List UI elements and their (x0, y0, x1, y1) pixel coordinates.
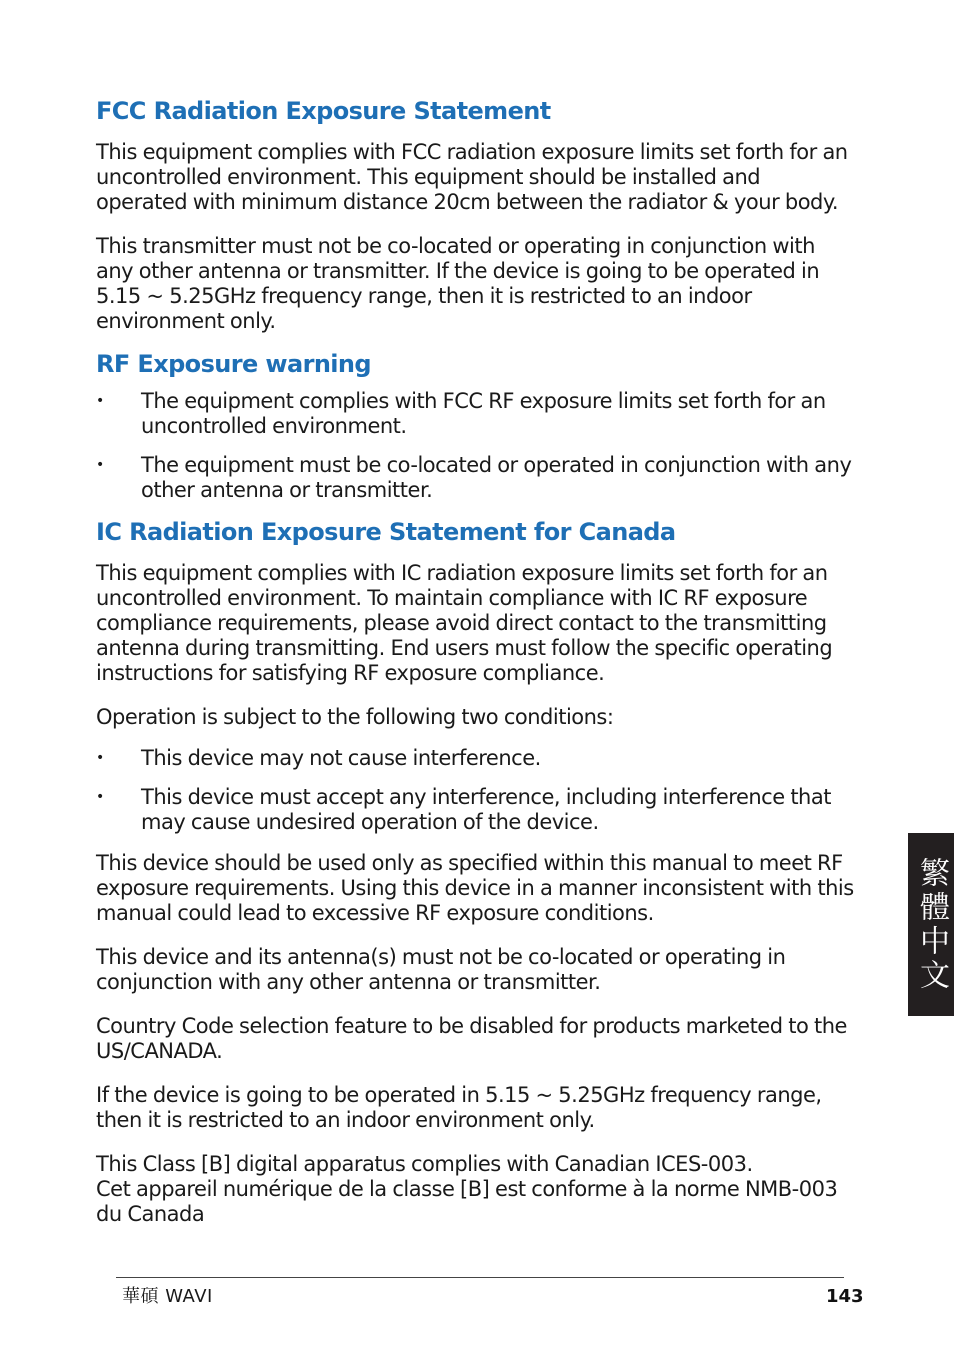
page-number: 143 (826, 1286, 864, 1307)
rf-bullet-2-text: The equipment must be co-located or operated in conjunction with any other antenna or transmitter. (141, 453, 852, 502)
language-side-tab (908, 833, 954, 1016)
footer-product: 華碩 WAVI (122, 1286, 213, 1307)
fcc-heading: FCC Radiation Exposure Statement (96, 97, 551, 125)
bullet-marker: • (96, 789, 104, 805)
ic-bullet-2-text: This device must accept any interference, including interference that may cause undesired operation of the device. (141, 785, 831, 834)
rf-bullet-2 (96, 453, 856, 503)
ic-paragraph-1: This equipment complies with IC radiation exposure limits set forth for an uncontrolled environment. To maintain compliance with IC RF exposure compliance requirements, please avoid direct contact to the transmitting antenna during transmitting. End users must follow the specific operating instructions for satisfying RF exposure compliance. (96, 561, 833, 685)
ic-bullet-1-text: This device may not cause interference. (141, 746, 541, 770)
bullet-marker: • (96, 750, 104, 766)
footer-divider (116, 1277, 844, 1278)
ic-paragraph-2: Operation is subject to the following two conditions: (96, 705, 614, 729)
fcc-paragraph-1: This equipment complies with FCC radiation exposure limits set forth for an uncontrolled environment. This equipment should be installed and operated with minimum distance 20cm between the radiator & your body. (96, 140, 848, 214)
ic-bullet-2 (96, 785, 856, 835)
fcc-paragraph-2: This transmitter must not be co-located or operating in conjunction with any other antenna or transmitter. If the device is going to be operated in 5.15 ~ 5.25GHz frequency range, then it is restricted to an indoor environment only. (96, 234, 820, 333)
bullet-marker: • (96, 457, 104, 473)
ic-paragraph-5: Country Code selection feature to be disabled for products marketed to the US/CANADA. (96, 1014, 847, 1063)
rf-bullet-1 (96, 389, 856, 439)
page-content (96, 96, 856, 1227)
language-label: 繁體中文 (914, 856, 949, 993)
ic-heading: IC Radiation Exposure Statement for Canada (96, 518, 676, 546)
ic-bullet-1 (96, 746, 856, 771)
rf-heading: RF Exposure warning (96, 350, 371, 378)
bullet-marker: • (96, 393, 104, 409)
ic-paragraph-7b: Cet appareil numérique de la classe [B] est conforme à la norme NMB-003 du Canada (96, 1177, 838, 1226)
ic-paragraph-7a: This Class [B] digital apparatus complies with Canadian ICES-003. (96, 1152, 753, 1176)
rf-bullet-1-text: The equipment complies with FCC RF exposure limits set forth for an uncontrolled environment. (141, 389, 826, 438)
ic-paragraph-6: If the device is going to be operated in 5.15 ~ 5.25GHz frequency range, then it is restricted to an indoor environment only. (96, 1083, 822, 1132)
ic-paragraph-3: This device should be used only as specified within this manual to meet RF exposure requirements. Using this device in a manner inconsistent with this manual could lead to excessive RF exposure conditions. (96, 851, 854, 925)
ic-paragraph-4: This device and its antenna(s) must not be co-located or operating in conjunction with any other antenna or transmitter. (96, 945, 786, 994)
